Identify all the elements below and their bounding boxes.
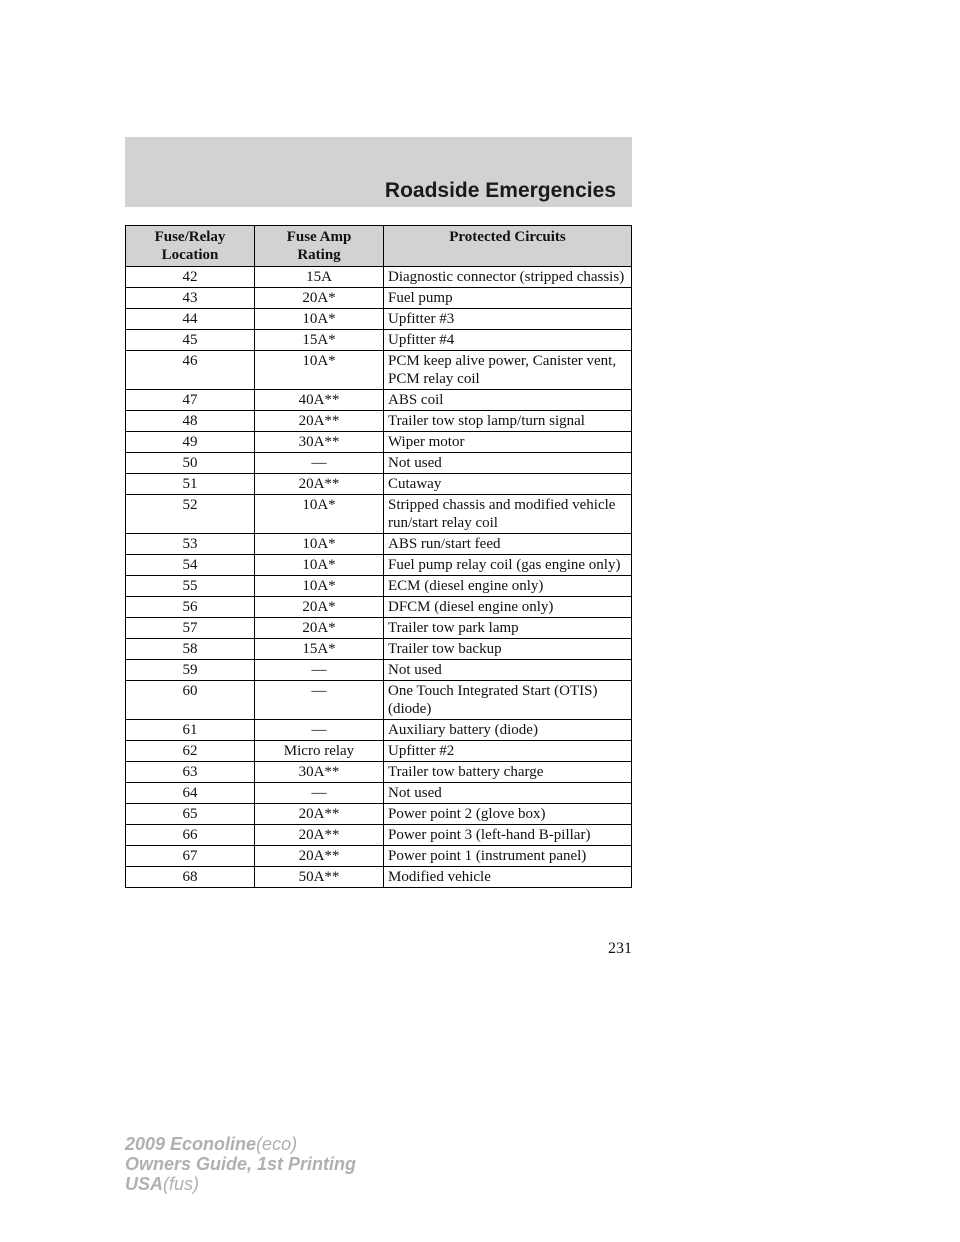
cell-circuit: Cutaway bbox=[384, 474, 632, 495]
cell-circuit: Diagnostic connector (stripped chassis) bbox=[384, 267, 632, 288]
cell-location: 58 bbox=[126, 639, 255, 660]
table-row bbox=[126, 495, 632, 534]
cell-rating: — bbox=[255, 783, 384, 804]
table-row bbox=[126, 660, 632, 681]
cell-rating: 20A* bbox=[255, 618, 384, 639]
section-header-band bbox=[125, 137, 632, 207]
section-title: Roadside Emergencies bbox=[384, 179, 616, 202]
cell-circuit: ABS run/start feed bbox=[384, 534, 632, 555]
table-row bbox=[126, 741, 632, 762]
footer-printing: Owners Guide, 1st Printing bbox=[125, 1154, 357, 1174]
table-row bbox=[126, 867, 632, 888]
cell-circuit: ABS coil bbox=[384, 390, 632, 411]
cell-location: 49 bbox=[126, 432, 255, 453]
cell-location: 52 bbox=[126, 495, 255, 534]
table-row bbox=[126, 555, 632, 576]
table-row bbox=[126, 288, 632, 309]
cell-location: 46 bbox=[126, 351, 255, 390]
cell-rating: 30A** bbox=[255, 432, 384, 453]
cell-circuit: Trailer tow stop lamp/turn signal bbox=[384, 411, 632, 432]
table-row bbox=[126, 681, 632, 720]
table-row bbox=[126, 618, 632, 639]
cell-rating: 50A** bbox=[255, 867, 384, 888]
cell-location: 53 bbox=[126, 534, 255, 555]
cell-location: 63 bbox=[126, 762, 255, 783]
cell-circuit: Power point 1 (instrument panel) bbox=[384, 846, 632, 867]
table-row bbox=[126, 309, 632, 330]
cell-location: 62 bbox=[126, 741, 255, 762]
cell-circuit: DFCM (diesel engine only) bbox=[384, 597, 632, 618]
table-row bbox=[126, 453, 632, 474]
cell-rating: 20A* bbox=[255, 597, 384, 618]
cell-rating: 20A** bbox=[255, 825, 384, 846]
cell-circuit: Trailer tow backup bbox=[384, 639, 632, 660]
cell-location: 68 bbox=[126, 867, 255, 888]
cell-rating: Micro relay bbox=[255, 741, 384, 762]
table-row bbox=[126, 846, 632, 867]
cell-circuit: ECM (diesel engine only) bbox=[384, 576, 632, 597]
cell-location: 43 bbox=[126, 288, 255, 309]
cell-location: 57 bbox=[126, 618, 255, 639]
cell-location: 47 bbox=[126, 390, 255, 411]
cell-rating: — bbox=[255, 660, 384, 681]
cell-location: 45 bbox=[126, 330, 255, 351]
cell-circuit: Upfitter #3 bbox=[384, 309, 632, 330]
column-header-location-text: Fuse/Relay Location bbox=[154, 229, 226, 263]
cell-circuit: Not used bbox=[384, 783, 632, 804]
footer-market: USA bbox=[125, 1174, 164, 1194]
cell-rating: 10A* bbox=[255, 495, 384, 534]
table-row bbox=[126, 639, 632, 660]
table-row bbox=[126, 411, 632, 432]
cell-circuit: Power point 2 (glove box) bbox=[384, 804, 632, 825]
cell-circuit: Not used bbox=[384, 453, 632, 474]
cell-location: 51 bbox=[126, 474, 255, 495]
cell-rating: 40A** bbox=[255, 390, 384, 411]
cell-rating: — bbox=[255, 453, 384, 474]
cell-location: 67 bbox=[126, 846, 255, 867]
cell-circuit: Stripped chassis and modified vehicle run/start relay coil bbox=[384, 495, 632, 534]
table-row bbox=[126, 804, 632, 825]
table-row bbox=[126, 474, 632, 495]
cell-rating: 15A* bbox=[255, 639, 384, 660]
cell-rating: 20A** bbox=[255, 804, 384, 825]
cell-rating: 10A* bbox=[255, 351, 384, 390]
footer-line-1 bbox=[125, 1134, 356, 1154]
table-row bbox=[126, 825, 632, 846]
column-header-rating-text: Fuse Amp Rating bbox=[286, 229, 352, 263]
cell-rating: 20A** bbox=[255, 474, 384, 495]
column-header-location bbox=[126, 226, 255, 267]
cell-circuit: Trailer tow battery charge bbox=[384, 762, 632, 783]
cell-rating: 30A** bbox=[255, 762, 384, 783]
cell-rating: 15A* bbox=[255, 330, 384, 351]
cell-location: 48 bbox=[126, 411, 255, 432]
cell-circuit: One Touch Integrated Start (OTIS) (diode) bbox=[384, 681, 632, 720]
cell-location: 64 bbox=[126, 783, 255, 804]
page-number: 231 bbox=[608, 940, 632, 957]
cell-rating: — bbox=[255, 681, 384, 720]
table-header-row bbox=[126, 226, 632, 267]
cell-location: 42 bbox=[126, 267, 255, 288]
column-header-rating bbox=[255, 226, 384, 267]
footer-market-code: (fus) bbox=[163, 1174, 200, 1194]
cell-rating: 20A* bbox=[255, 288, 384, 309]
table-row bbox=[126, 762, 632, 783]
cell-location: 66 bbox=[126, 825, 255, 846]
cell-rating: 10A* bbox=[255, 576, 384, 597]
fuse-table bbox=[125, 225, 632, 888]
cell-rating: 10A* bbox=[255, 534, 384, 555]
cell-location: 65 bbox=[126, 804, 255, 825]
table-row bbox=[126, 534, 632, 555]
table-body bbox=[126, 267, 632, 888]
table-row bbox=[126, 267, 632, 288]
cell-circuit: Modified vehicle bbox=[384, 867, 632, 888]
column-header-circuits bbox=[384, 226, 632, 267]
table-row bbox=[126, 720, 632, 741]
cell-circuit: Fuel pump relay coil (gas engine only) bbox=[384, 555, 632, 576]
table-row bbox=[126, 576, 632, 597]
table-row bbox=[126, 351, 632, 390]
table-row bbox=[126, 597, 632, 618]
cell-rating: 15A bbox=[255, 267, 384, 288]
cell-rating: — bbox=[255, 720, 384, 741]
table-row bbox=[126, 783, 632, 804]
cell-location: 61 bbox=[126, 720, 255, 741]
cell-rating: 20A** bbox=[255, 846, 384, 867]
cell-circuit: Upfitter #2 bbox=[384, 741, 632, 762]
cell-circuit: Not used bbox=[384, 660, 632, 681]
cell-circuit: Auxiliary battery (diode) bbox=[384, 720, 632, 741]
footer-model-code: (eco) bbox=[256, 1134, 298, 1154]
table-row bbox=[126, 432, 632, 453]
cell-rating: 20A** bbox=[255, 411, 384, 432]
cell-location: 59 bbox=[126, 660, 255, 681]
cell-location: 50 bbox=[126, 453, 255, 474]
cell-circuit: Fuel pump bbox=[384, 288, 632, 309]
cell-location: 54 bbox=[126, 555, 255, 576]
table-row bbox=[126, 390, 632, 411]
cell-rating: 10A* bbox=[255, 309, 384, 330]
cell-circuit: PCM keep alive power, Canister vent, PCM relay coil bbox=[384, 351, 632, 390]
footer-line-2 bbox=[125, 1154, 356, 1174]
cell-location: 56 bbox=[126, 597, 255, 618]
document-footer bbox=[125, 1134, 356, 1194]
cell-circuit: Upfitter #4 bbox=[384, 330, 632, 351]
cell-circuit: Wiper motor bbox=[384, 432, 632, 453]
cell-location: 60 bbox=[126, 681, 255, 720]
cell-circuit: Trailer tow park lamp bbox=[384, 618, 632, 639]
column-header-circuits-text: Protected Circuits bbox=[449, 229, 566, 245]
cell-location: 55 bbox=[126, 576, 255, 597]
cell-location: 44 bbox=[126, 309, 255, 330]
footer-model: 2009 Econoline bbox=[125, 1134, 257, 1154]
footer-line-3 bbox=[125, 1174, 356, 1194]
cell-rating: 10A* bbox=[255, 555, 384, 576]
table-row bbox=[126, 330, 632, 351]
cell-circuit: Power point 3 (left-hand B-pillar) bbox=[384, 825, 632, 846]
